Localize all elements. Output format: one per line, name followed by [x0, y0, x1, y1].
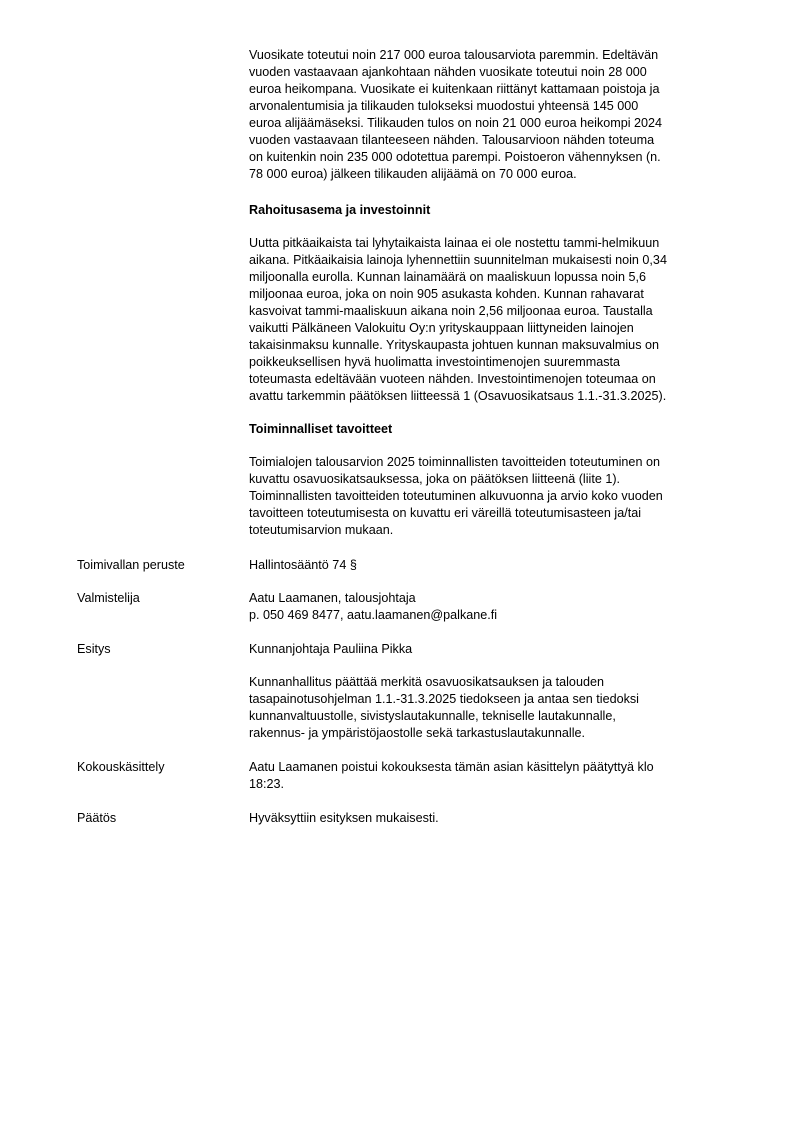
text-line: vuoden vastaavaan ajankohtaan nähden vuosikate toteutui noin 28 000: [249, 65, 647, 79]
meeting-paragraph: [249, 759, 739, 793]
financing-paragraph: [249, 235, 739, 405]
text-line: euroa heikompana. Vuosikate ei kuitenkaan riittänyt kattamaan poistoja ja: [249, 82, 660, 96]
text-line: kasvoivat tammi-maaliskuun aikana noin 2,56 miljoonaa euroa. Taustalla: [249, 304, 653, 318]
decision-label: Päätös: [77, 811, 117, 825]
text-line: Hyväksyttiin esityksen mukaisesti.: [249, 811, 439, 825]
preparer-label: Valmistelija: [77, 591, 140, 605]
preparer-name: Aatu Laamanen, talousjohtaja: [249, 591, 416, 605]
text-line: aikana. Pitkäaikaisia lainoja lyhennettiin suunnitelman mukaisesti noin 0,34: [249, 253, 667, 267]
text-line: kuvattu osavuosikatsauksessa, joka on päätöksen liitteenä (liite 1).: [249, 472, 621, 486]
goals-heading: Toiminnalliset tavoitteet: [249, 422, 393, 436]
meeting-label: Kokouskäsittely: [77, 760, 165, 774]
text-line: toteutumisarvion mukaan.: [249, 523, 394, 537]
text-line: poikkeuksellisen hyvä huolimatta investointimenojen suuremmasta: [249, 355, 621, 369]
proposal-paragraph: [249, 674, 739, 742]
text-line: toteumasta edeltävään vuoteen nähden. Investointimenojen toteumaa on: [249, 372, 656, 386]
text-line: Uutta pitkäaikaista tai lyhytaikaista lainaa ei ole nostettu tammi-helmikuun: [249, 236, 660, 250]
text-line: takaisinmaksu kunnalle. Yrityskaupasta johtuen kunnan maksuvalmius on: [249, 338, 659, 352]
text-line: 18:23.: [249, 777, 285, 791]
text-line: Kunnanhallitus päättää merkitä osavuosikatsauksen ja talouden: [249, 675, 604, 689]
preparer-value: [249, 590, 739, 624]
presenter-name: Kunnanjohtaja Pauliina Pikka: [249, 642, 413, 656]
text-line: Aatu Laamanen poistui kokouksesta tämän asian käsittelyn päätyttyä klo: [249, 760, 654, 774]
text-line: tavoitteen toteutumisesta on kuvattu eri väreillä toteutumisasteen ja/tai: [249, 506, 642, 520]
text-line: kunnanvaltuustolle, sivistyslautakunnalle, tekniselle lautakunnalle,: [249, 709, 616, 723]
text-line: miljoonalla eurolla. Kunnan lainamäärä on maaliskuun lopussa noin 5,6: [249, 270, 646, 284]
text-line: Hallintosääntö 74 §: [249, 558, 357, 572]
text-line: miljoonaa euroa, joka on noin 905 asukasta kohden. Kunnan rahavarat: [249, 287, 644, 301]
text-line: rakennus- ja ympäristöjaostolle sekä tarkastuslautakunnalle.: [249, 726, 586, 740]
financial-result-paragraph: [249, 47, 739, 183]
text-line: on kuitenkin noin 235 000 odotettua parempi. Poistoeron vähennyksen (n.: [249, 150, 661, 164]
text-line: Toiminnallisten tavoitteiden toteutuminen alkuvuonna ja arvio koko vuoden: [249, 489, 663, 503]
proposal-label: Esitys: [77, 642, 111, 656]
text-line: 78 000 euroa) jälkeen tilikauden alijäämä on 70 000 euroa.: [249, 167, 577, 181]
decision-value: [249, 810, 739, 827]
proposal-presenter: [249, 641, 739, 658]
text-line: Toimialojen talousarvion 2025 toiminnallisten tavoitteiden toteutuminen on: [249, 455, 660, 469]
text-line: tasapainotusohjelman 1.1.-31.3.2025 tiedokseen ja antaa sen tiedoksi: [249, 692, 639, 706]
authority-value: [249, 557, 739, 574]
text-line: arvonalentumisia ja tilikauden tulokseksi muodostui yhteensä 145 000: [249, 99, 639, 113]
text-line: Vuosikate toteutui noin 217 000 euroa talousarviota paremmin. Edeltävän: [249, 48, 659, 62]
text-line: euroa alijäämäseksi. Tilikauden tulos on noin 21 000 euroa heikompi 2024: [249, 116, 663, 130]
text-line: avattu tarkemmin päätöksen liitteessä 1 (Osavuosikatsaus 1.1.-31.3.2025).: [249, 389, 667, 403]
preparer-contact: p. 050 469 8477, aatu.laamanen@palkane.fi: [249, 608, 498, 622]
authority-label: Toimivallan peruste: [77, 558, 185, 572]
goals-paragraph: [249, 454, 739, 539]
text-line: vuoden vastaavaan tilanteeseen nähden. Talousarvioon nähden toteuma: [249, 133, 655, 147]
financing-heading: Rahoitusasema ja investoinnit: [249, 203, 431, 217]
text-line: vaikutti Pälkäneen Valokuitu Oy:n yrityskauppaan liittyneiden lainojen: [249, 321, 634, 335]
